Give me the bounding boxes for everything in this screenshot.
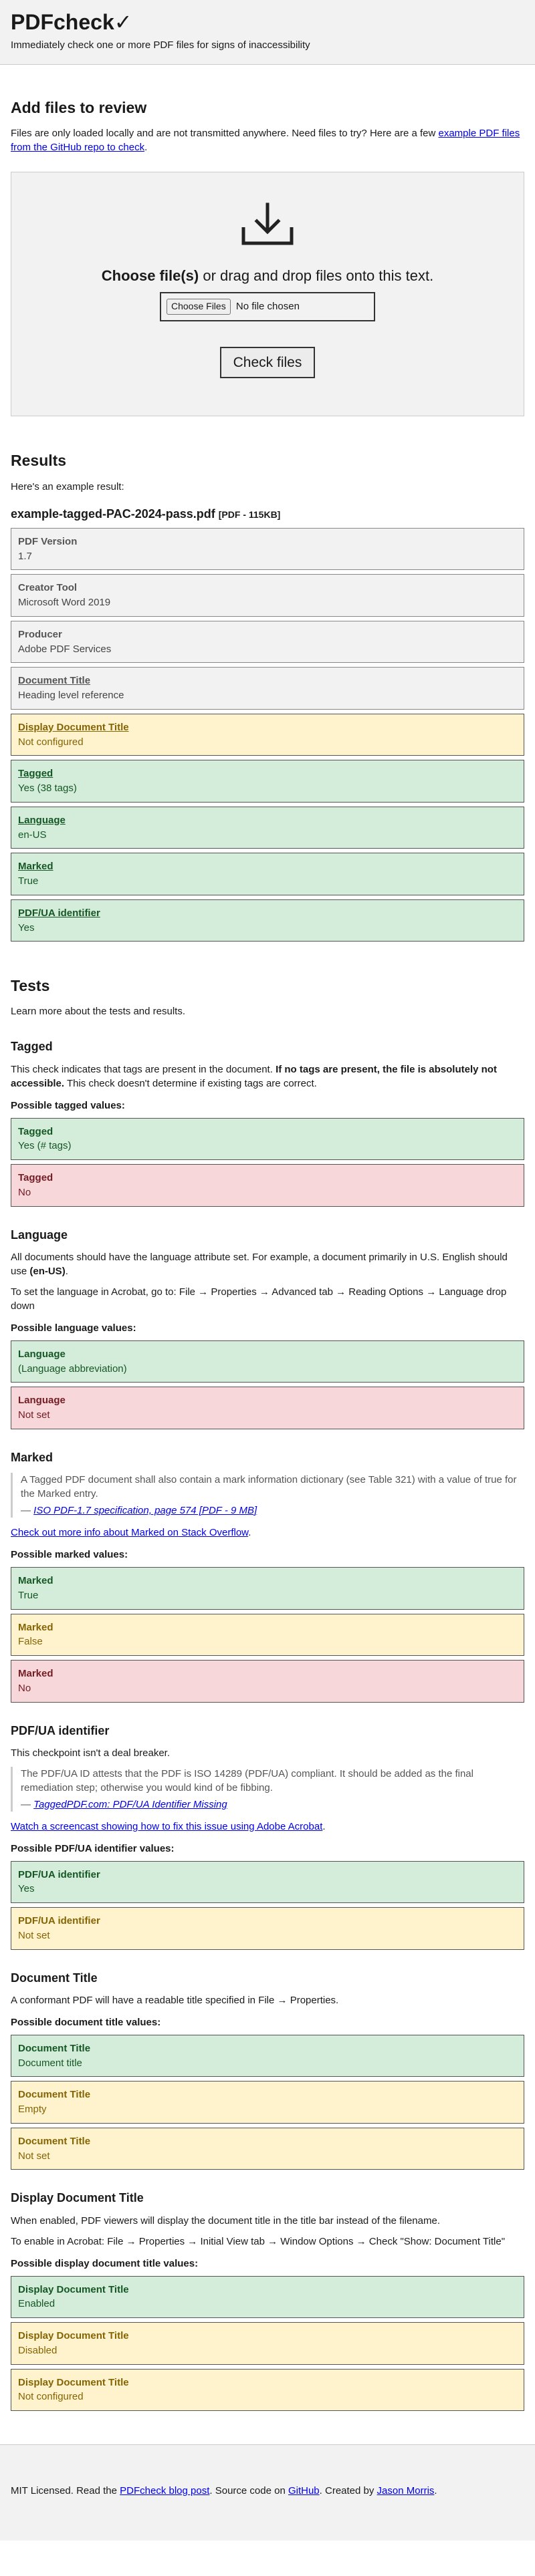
value-text: Yes (# tags): [18, 1140, 72, 1152]
site-title: PDFcheck✓: [11, 10, 132, 34]
language-instructions: To set the language in Acrobat, go to: File → Properties → Advanced tab → Reading Options → Language drop down: [11, 1286, 507, 1312]
value-text: (Language abbreviation): [18, 1363, 127, 1375]
tagged-desc-bold: If no tags are present, the file is absolutely not accessible.: [11, 1063, 497, 1089]
value-text: Enabled: [18, 2298, 56, 2310]
document-title-description: A conformant PDF will have a readable title specified in File → Properties.: [11, 1994, 339, 2006]
result-value: en-US: [18, 829, 47, 841]
pdfua-link-end: .: [322, 1820, 326, 1832]
result-value: True: [18, 875, 39, 887]
value-label: Tagged: [18, 1172, 54, 1184]
value-label: Display Document Title: [18, 2330, 129, 2342]
pdfua-value-not-set: [11, 1907, 524, 1950]
display-title-value-disabled: [11, 2322, 524, 2365]
value-label: Document Title: [18, 2089, 91, 2101]
result-value: Adobe PDF Services: [18, 643, 112, 655]
footer-text-1: MIT Licensed. Read the: [11, 2485, 120, 2497]
download-icon: [241, 200, 294, 247]
tagged-values-heading: Possible tagged values:: [11, 1099, 125, 1111]
value-label: Tagged: [18, 1125, 54, 1137]
document-title-link[interactable]: Document Title: [18, 675, 91, 687]
marked-citation: [21, 1504, 524, 1518]
result-value: Yes: [18, 921, 35, 934]
site-header: [0, 0, 535, 65]
author-link[interactable]: Jason Morris: [377, 2485, 435, 2497]
display-title-values-heading: Possible display document title values:: [11, 2257, 199, 2269]
pdfua-values-heading: Possible PDF/UA identifier values:: [11, 1842, 175, 1854]
marked-values-heading: Possible marked values:: [11, 1549, 128, 1560]
footer-text-4: .: [434, 2485, 437, 2497]
display-document-title-link[interactable]: Display Document Title: [18, 721, 129, 733]
value-text: True: [18, 1589, 39, 1601]
file-dropzone[interactable]: [11, 172, 524, 416]
result-tagged: [11, 760, 524, 803]
citation-dash: —: [21, 1505, 34, 1516]
add-files-intro: [11, 126, 524, 154]
pdfua-identifier-link[interactable]: PDF/UA identifier: [18, 907, 100, 919]
value-label: Document Title: [18, 2042, 91, 2054]
value-text: Document title: [18, 2057, 82, 2069]
taggedpdf-link[interactable]: TaggedPDF.com: PDF/UA Identifier Missing: [33, 1798, 227, 1810]
blog-post-link[interactable]: PDFcheck blog post: [120, 2485, 210, 2497]
result-value: Microsoft Word 2019: [18, 597, 111, 608]
language-desc-bold: (en-US): [29, 1265, 66, 1277]
display-title-instructions: To enable in Acrobat: File → Properties → Initial View tab → Window Options → Check "Show: Document Title": [11, 2235, 506, 2247]
value-label: Language: [18, 1395, 66, 1407]
language-values-heading: Possible language values:: [11, 1322, 136, 1334]
language-desc-end: .: [65, 1265, 68, 1277]
github-link[interactable]: GitHub: [288, 2485, 320, 2497]
document-title-value-set: [11, 2035, 524, 2078]
value-text: False: [18, 1636, 43, 1648]
add-files-heading: Add files to review: [11, 99, 147, 117]
site-footer: [0, 2444, 535, 2541]
marked-link[interactable]: Marked: [18, 861, 54, 873]
value-label: Display Document Title: [18, 2376, 129, 2388]
dropzone-text: [11, 266, 524, 287]
add-files-intro-end: .: [144, 142, 148, 154]
results-heading: Results: [11, 452, 67, 470]
tagged-desc-end: This check doesn't determine if existing tags are correct.: [64, 1077, 317, 1089]
value-text: Empty: [18, 2104, 47, 2116]
language-desc-start: All documents should have the language attribute set. For example, a document primarily in U.S. English should use: [11, 1251, 508, 1277]
tagged-value-yes: [11, 1118, 524, 1161]
file-input[interactable]: [160, 292, 375, 321]
language-value-set: [11, 1340, 524, 1383]
language-heading: Language: [11, 1228, 68, 1242]
check-files-button[interactable]: Check files: [220, 347, 316, 378]
example-files-link[interactable]: example PDF files from the GitHub repo to check: [11, 128, 520, 154]
stack-overflow-link[interactable]: Check out more info about Marked on Stack Overflow: [11, 1527, 249, 1538]
result-creator-tool: [11, 574, 524, 617]
value-label: Display Document Title: [18, 2283, 129, 2295]
pdfua-description: This checkpoint isn't a deal breaker.: [11, 1747, 170, 1759]
result-producer: [11, 621, 524, 664]
value-label: Marked: [18, 1575, 54, 1586]
result-file-heading: [11, 506, 524, 523]
value-label: PDF/UA identifier: [18, 1868, 100, 1880]
result-value: 1.7: [18, 550, 32, 562]
document-title-values-heading: Possible document title values:: [11, 2016, 161, 2028]
value-label: Document Title: [18, 2135, 91, 2147]
result-file-name: example-tagged-PAC-2024-pass.pdf: [11, 507, 215, 521]
iso-spec-link[interactable]: ISO PDF-1.7 specification, page 574 [PDF - 9 MB]: [33, 1505, 257, 1516]
tagged-heading: Tagged: [11, 1040, 53, 1054]
result-value: Yes (38 tags): [18, 782, 77, 794]
marked-value-no: [11, 1660, 524, 1703]
main-content: [0, 97, 535, 2411]
marked-quote: [11, 1473, 524, 1518]
no-file-chosen-text: No file chosen: [235, 301, 300, 313]
tagged-value-no: [11, 1164, 524, 1207]
result-label: Creator Tool: [18, 582, 78, 594]
value-text: Not set: [18, 1409, 50, 1421]
value-text: Not configured: [18, 2391, 84, 2403]
site-tagline: Immediately check one or more PDF files for signs of inaccessibility: [11, 39, 310, 51]
marked-link-end: .: [248, 1527, 251, 1538]
value-text: Disabled: [18, 2344, 58, 2356]
tagged-desc-start: This check indicates that tags are present in the document.: [11, 1063, 276, 1075]
result-document-title: [11, 667, 524, 710]
pdfua-citation: [21, 1798, 524, 1812]
language-value-not-set: [11, 1387, 524, 1429]
screencast-link[interactable]: Watch a screencast showing how to fix this issue using Adobe Acrobat: [11, 1820, 323, 1832]
document-title-value-empty: [11, 2081, 524, 2124]
result-label: PDF Version: [18, 535, 78, 547]
value-label: PDF/UA identifier: [18, 1915, 100, 1927]
value-text: No: [18, 1682, 31, 1694]
citation-dash: —: [21, 1798, 34, 1810]
tests-heading: Tests: [11, 977, 50, 995]
value-label: Marked: [18, 1668, 54, 1679]
value-label: Marked: [18, 1621, 54, 1633]
result-value: Heading level reference: [18, 690, 124, 701]
marked-more-info: [11, 1526, 524, 1540]
tagged-description: [11, 1062, 524, 1091]
pdfua-screencast: [11, 1820, 524, 1834]
choose-files-label[interactable]: Choose file(s): [101, 267, 199, 285]
display-title-description: When enabled, PDF viewers will display the document title in the title bar instead of the filename.: [11, 2214, 440, 2227]
result-marked: [11, 853, 524, 895]
marked-value-false: [11, 1614, 524, 1657]
result-display-document-title: [11, 714, 524, 756]
footer-text: [11, 2484, 524, 2498]
document-title-heading: Document Title: [11, 1971, 98, 1985]
result-language: [11, 807, 524, 849]
results-intro: Here's an example result:: [11, 480, 124, 492]
pdfua-quote: [11, 1767, 524, 1812]
value-label: Language: [18, 1348, 66, 1360]
pdfua-quote-text: The PDF/UA ID attests that the PDF is ISO 14289 (PDF/UA) compliant. It should be added as the final remediation step; otherwise you would kind of be fibbing.: [21, 1767, 473, 1794]
marked-quote-text: A Tagged PDF document shall also contain a mark information dictionary (see Table 321) with a value of true for the Marked entry.: [21, 1474, 517, 1499]
value-text: Not set: [18, 2150, 50, 2162]
choose-files-button[interactable]: Choose Files: [167, 299, 231, 315]
result-value: Not configured: [18, 736, 84, 748]
value-text: Yes: [18, 1883, 35, 1895]
result-file-size: [PDF - 115KB]: [218, 509, 281, 520]
tagged-link[interactable]: Tagged: [18, 768, 54, 780]
language-link[interactable]: Language: [18, 814, 66, 826]
display-title-heading: Display Document Title: [11, 2191, 144, 2205]
value-text: Not set: [18, 1929, 50, 1941]
add-files-intro-text: Files are only loaded locally and are not transmitted anywhere. Need files to try? Here are a few: [11, 128, 439, 140]
marked-value-true: [11, 1567, 524, 1610]
marked-heading: Marked: [11, 1450, 54, 1464]
display-title-value-enabled: [11, 2276, 524, 2319]
footer-text-2: . Source code on: [209, 2485, 288, 2497]
pdfua-value-yes: [11, 1861, 524, 1904]
drag-drop-label: or drag and drop files onto this text.: [199, 267, 434, 285]
result-label: Producer: [18, 628, 62, 640]
footer-text-3: . Created by: [319, 2485, 377, 2497]
display-title-value-not-configured: [11, 2369, 524, 2412]
value-text: No: [18, 1186, 31, 1198]
tests-intro: Learn more about the tests and results.: [11, 1006, 185, 1018]
pdfua-heading: PDF/UA identifier: [11, 1723, 110, 1737]
result-pdf-version: [11, 528, 524, 571]
language-description: [11, 1250, 524, 1278]
document-title-value-not-set: [11, 2128, 524, 2170]
result-pdfua-identifier: [11, 899, 524, 942]
